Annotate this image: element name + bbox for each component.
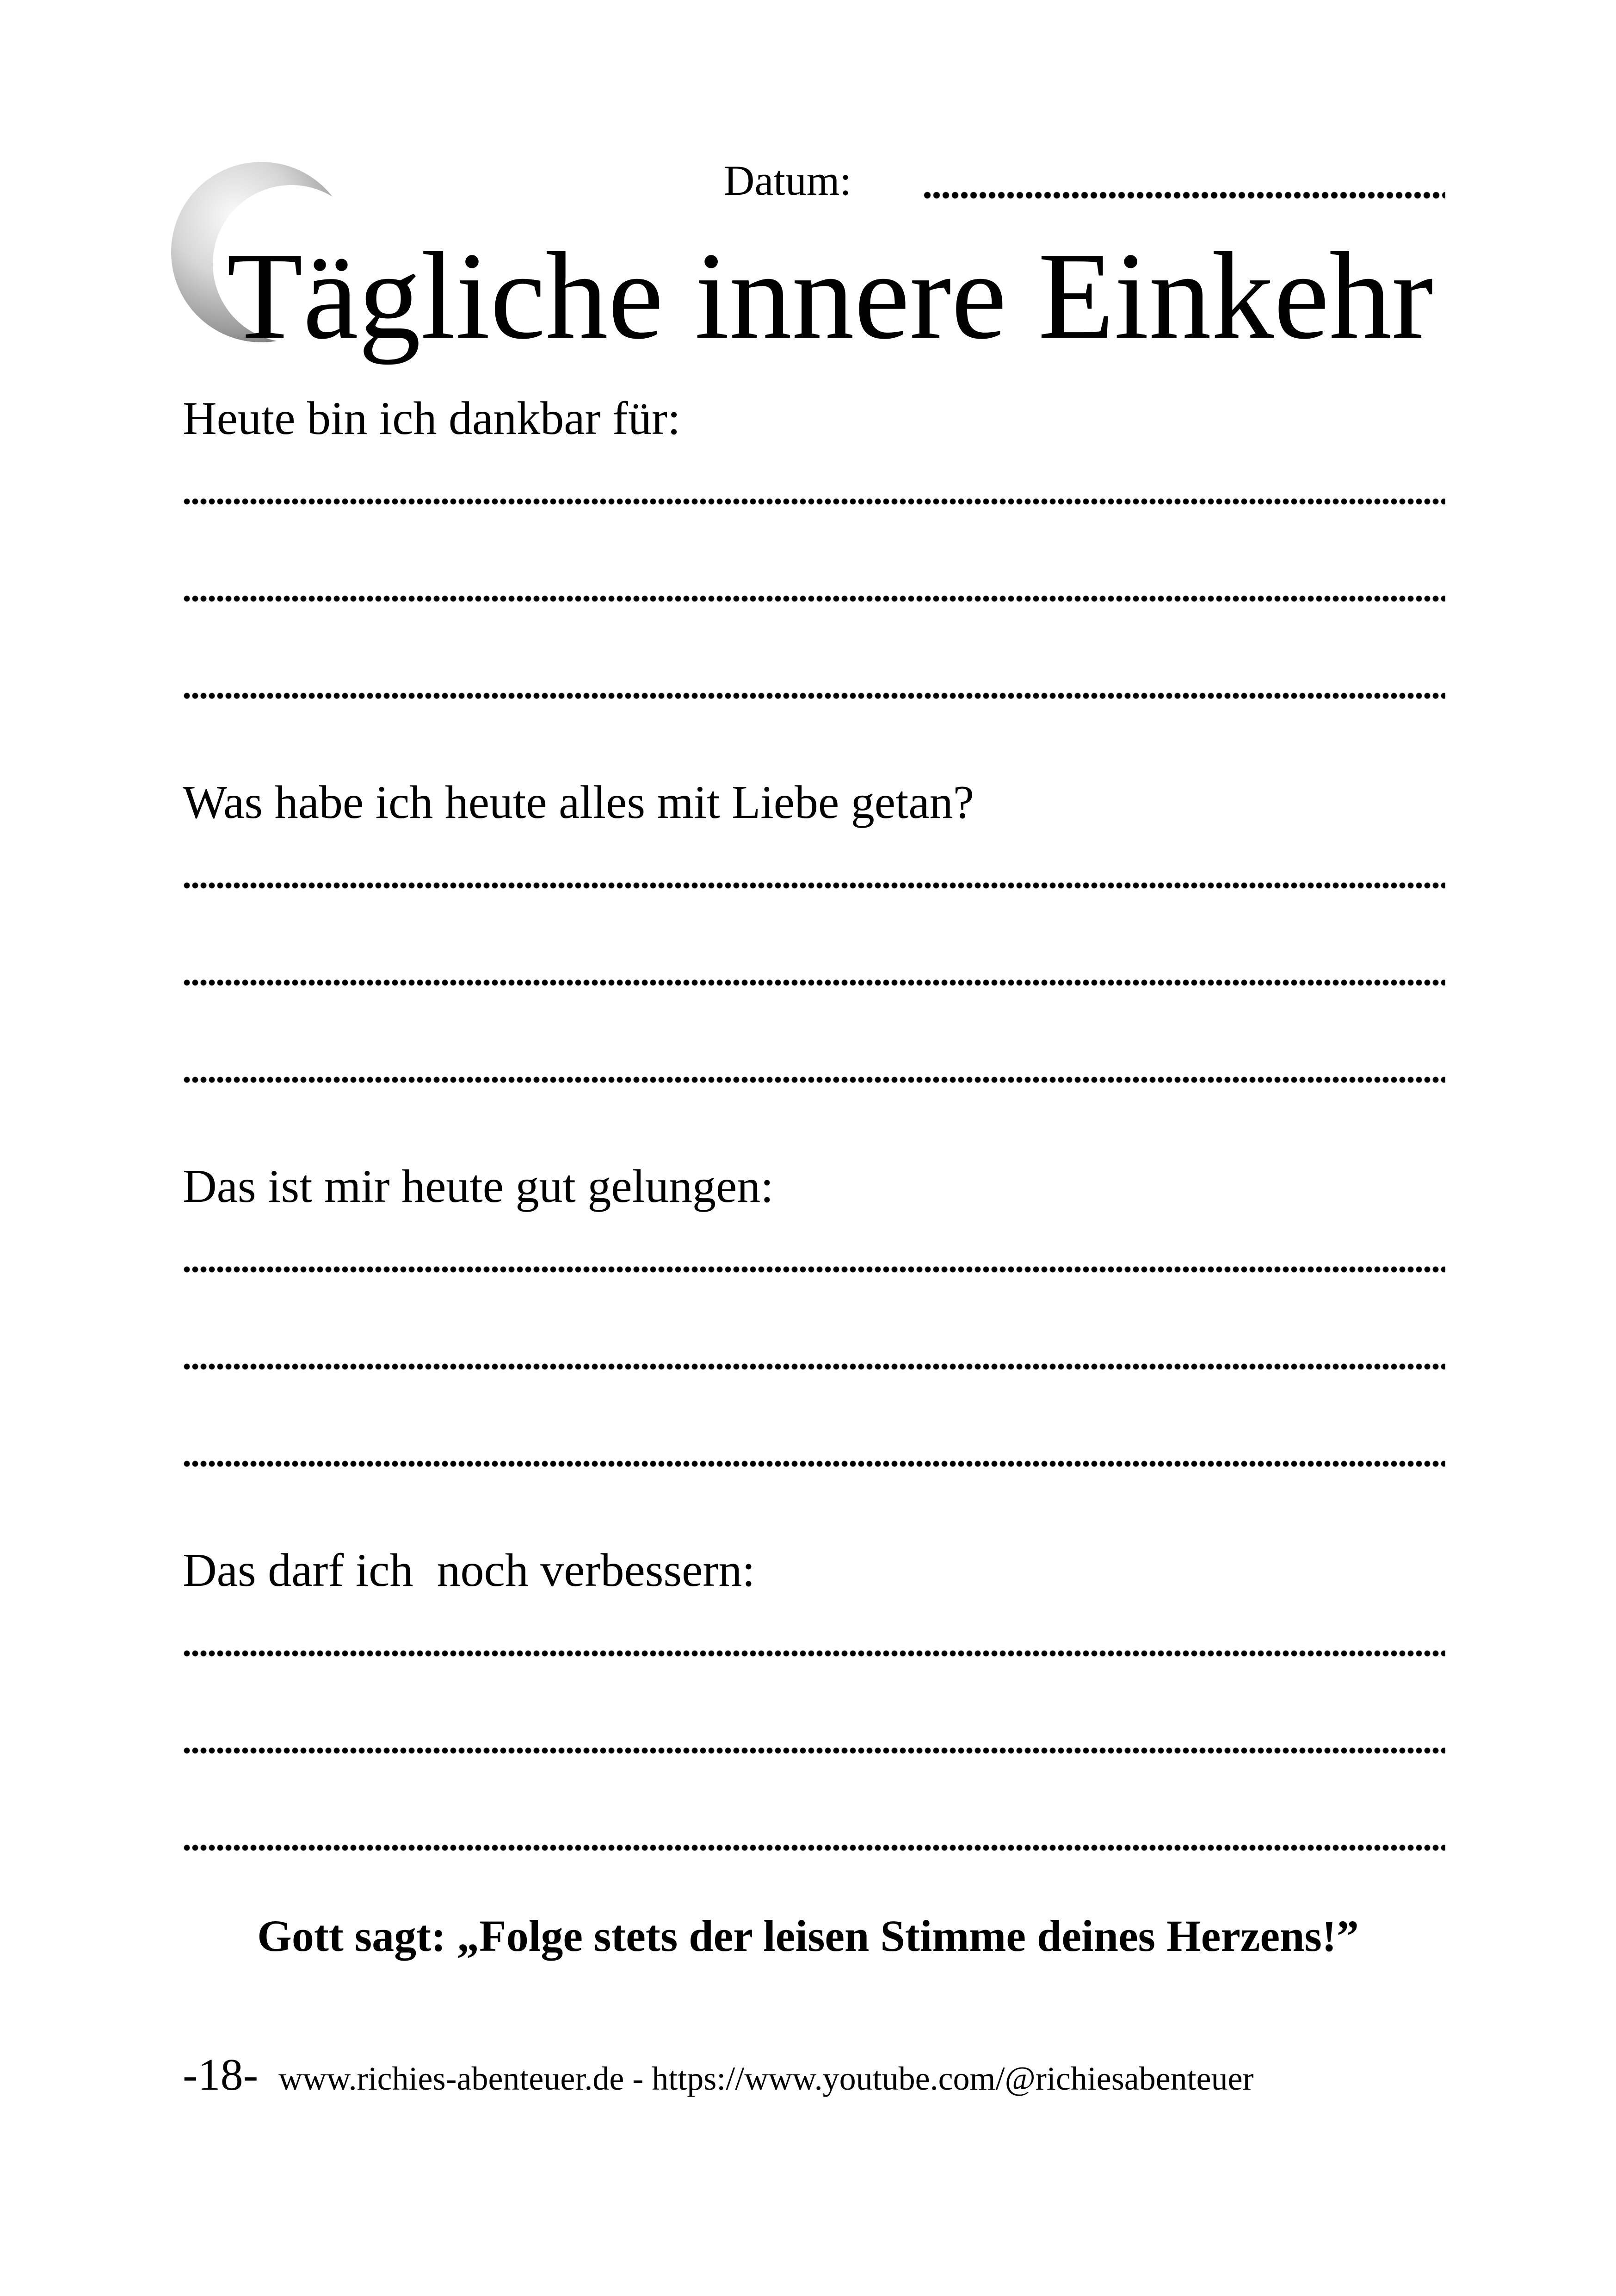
closing-quote: Gott sagt: „Folge stets der leisen Stimme deines Herzens!” <box>257 1911 1359 1961</box>
write-line <box>183 497 1445 507</box>
write-line <box>183 692 1445 701</box>
section-question: Das ist mir heute gut gelungen: <box>183 1160 774 1213</box>
section-question: Das darf ich noch verbessern: <box>183 1544 755 1597</box>
section-question: Was habe ich heute alles mit Liebe getan? <box>183 776 974 829</box>
section-success <box>183 1152 1445 1485</box>
write-line <box>183 1844 1445 1853</box>
section-gratitude <box>183 384 1445 717</box>
page-title: Tägliche innere Einkehr <box>227 227 1433 365</box>
date-label: Datum: <box>724 157 851 204</box>
page-footer <box>183 2045 1254 2105</box>
write-line <box>183 978 1445 988</box>
write-line <box>183 1362 1445 1372</box>
write-line <box>183 1076 1445 1085</box>
write-line <box>183 594 1445 604</box>
section-love <box>183 768 1445 1101</box>
write-line <box>183 1460 1445 1469</box>
write-line <box>183 1265 1445 1275</box>
write-line <box>183 1746 1445 1756</box>
date-field <box>724 153 1445 208</box>
section-question: Heute bin ich dankbar für: <box>183 392 681 445</box>
date-write-line <box>923 191 1445 200</box>
footer-links: www.richies-abenteuer.de - https://www.youtube.com/@richiesabenteuer <box>278 2060 1254 2097</box>
section-improve <box>183 1536 1445 1869</box>
write-line <box>183 1649 1445 1659</box>
page-number: -18- <box>183 2050 259 2100</box>
write-line <box>183 881 1445 891</box>
